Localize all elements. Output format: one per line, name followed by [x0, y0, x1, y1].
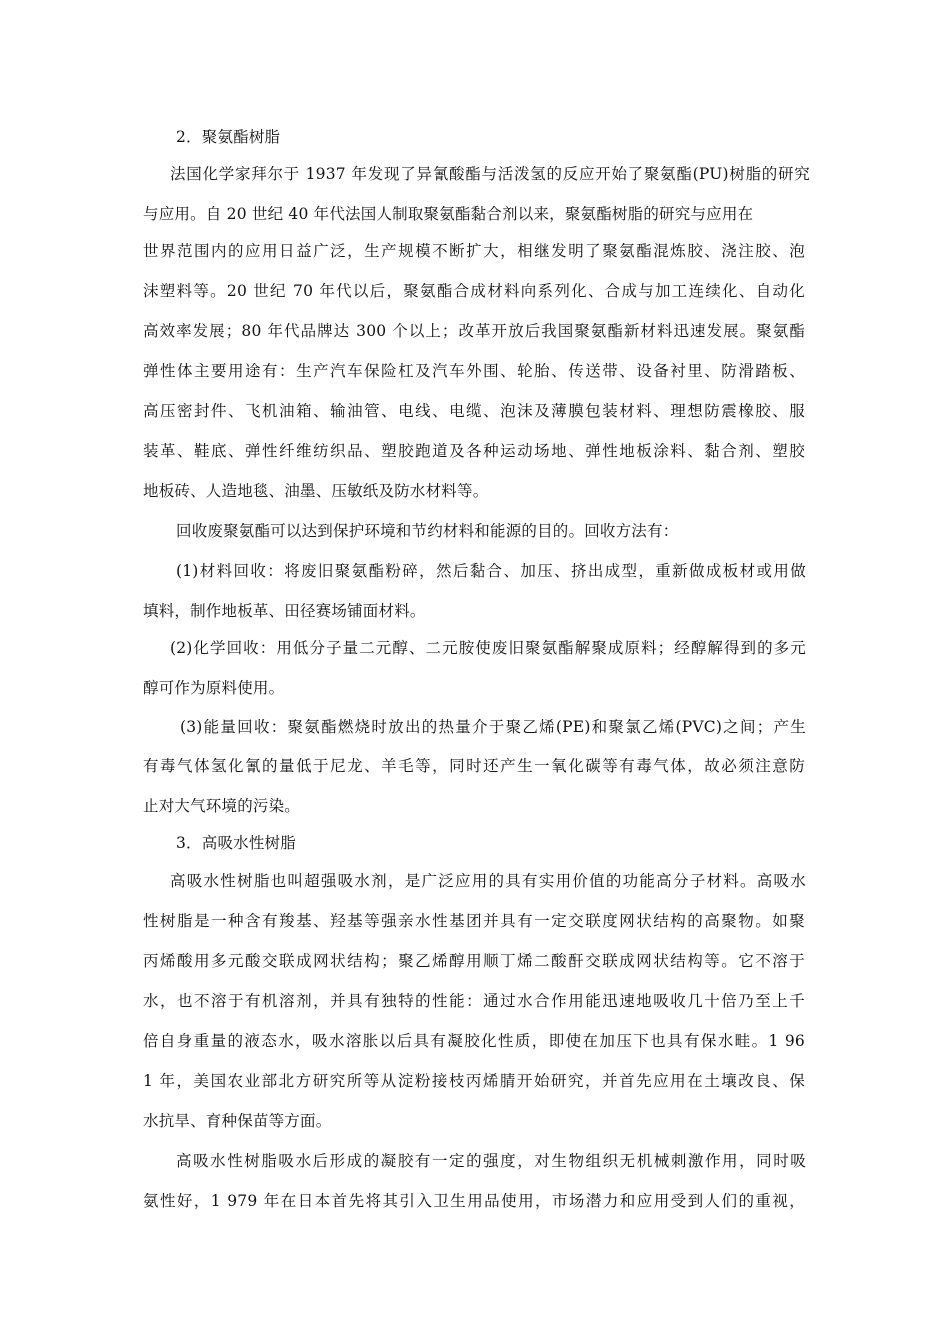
recycling-method-line: 填料，制作地板革、田径赛场铺面材料。	[143, 602, 426, 620]
paragraph-line: 回收废聚氨酯可以达到保护环境和节约材料和能源的目的。回收方法有：	[176, 522, 679, 540]
paragraph-line: 弹性体主要用途有：生产汽车保险杠及汽车外围、轮胎、传送带、设备衬里、防滑踏板、	[143, 362, 805, 380]
paragraph-line: 高效率发展；80 年代品牌达 300 个以上；改革开放后我国聚氨酯新材料迅速发展。聚氨酯	[143, 322, 805, 340]
paragraph-line: 水，也不溶于有机溶剂，并具有独特的性能：通过水合作用能迅速地吸收几十倍乃至上千	[143, 992, 805, 1010]
section-heading-superabsorbent: 3．高吸水性树脂	[176, 834, 296, 852]
paragraph-line: 沫塑料等。20 世纪 70 年代以后，聚氨酯合成材料向系列化、合成与加工连续化、自动化	[143, 282, 805, 300]
paragraph-line: 地板砖、人造地毯、油墨、压敏纸及防水材料等。	[143, 482, 489, 500]
paragraph-line: 性树脂是一种含有羧基、羟基等强亲水性基团并具有一定交联度网状结构的高聚物。如聚	[143, 912, 805, 930]
paragraph-line: 高吸水性树脂也叫超强吸水剂，是广泛应用的具有实用价值的功能高分子材料。高吸水	[170, 872, 806, 890]
paragraph-line: 高压密封件、飞机油箱、输油管、电线、电缆、泡沫及薄膜包装材料、理想防震橡胶、服	[143, 402, 805, 420]
paragraph-line: 1 年，美国农业部北方研究所等从淀粉接枝丙烯腈开始研究，并首先应用在土壤改良、保	[143, 1072, 805, 1090]
paragraph-line: 丙烯酸用多元酸交联成网状结构；聚乙烯醇用顺丁烯二酸酐交联成网状结构等。它不溶于	[143, 952, 805, 970]
paragraph-line: 高吸水性树脂吸水后形成的凝胶有一定的强度，对生物组织无机械刺激作用，同时吸	[176, 1152, 806, 1170]
paragraph-line: 与应用。自 20 世纪 40 年代法国人制取聚氨酯黏合剂以来，聚氨酯树脂的研究与应用在	[143, 205, 754, 223]
section-heading-polyurethane: 2．聚氨酯树脂	[176, 128, 281, 146]
recycling-method-line: (1)材料回收：将废旧聚氨酯粉碎，然后黏合、加压、挤出成型，重新做成板材或用做	[176, 562, 806, 580]
recycling-method-line: (3)能量回收：聚氨酯燃烧时放出的热量介于聚乙烯(PE)和聚氯乙烯(PVC)之间；产生	[180, 718, 806, 736]
paragraph-line: 装革、鞋底、弹性纤维纺织品、塑胶跑道及各种运动场地、弹性地板涂料、黏合剂、塑胶	[143, 442, 805, 460]
paragraph-line: 倍自身重量的液态水，吸水溶胀以后具有凝胶化性质，即使在加压下也具有保水畦。1 96	[143, 1032, 805, 1050]
paragraph-line: 水抗旱、育种保苗等方面。	[143, 1112, 332, 1130]
recycling-method-line: 有毒气体氢化氰的量低于尼龙、羊毛等，同时还产生一氧化碳等有毒气体，故必须注意防	[143, 757, 805, 775]
paragraph-line: 氨性好，1 979 年在日本首先将其引入卫生用品使用，市场潜力和应用受到人们的重视，	[143, 1192, 805, 1210]
recycling-method-line: 醇可作为原料使用。	[143, 679, 285, 697]
recycling-method-line: 止对大气环境的污染。	[143, 797, 301, 815]
paragraph-line: 世界范围内的应用日益广泛，生产规模不断扩大，相继发明了聚氨酯混炼胶、浇注胶、泡	[143, 242, 805, 260]
paragraph-line: 法国化学家拜尔于 1937 年发现了异氰酸酯与活泼氢的反应开始了聚氨酯(PU)树脂的研究	[170, 165, 810, 183]
recycling-method-line: (2)化学回收：用低分子量二元醇、二元胺使废旧聚氨酯解聚成原料；经醇解得到的多元	[170, 639, 806, 657]
